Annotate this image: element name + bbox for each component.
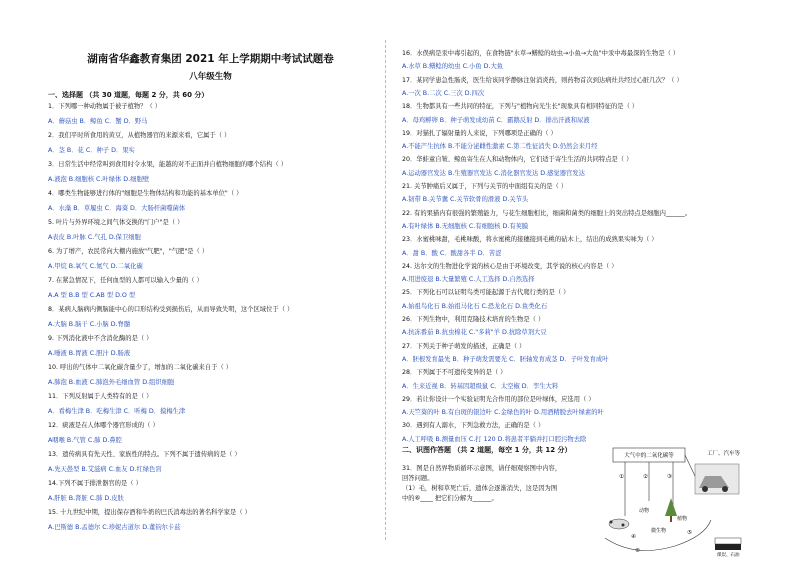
answer-options: A.甲烷 B.氧气 C.氮气 D.二氧化碳 <box>48 262 143 270</box>
question-text: 27．下列关于种子萌发的描述，正确是（ ） <box>402 342 526 350</box>
atmosphere-label: 大气中的二氧化碳等 <box>624 453 674 459</box>
fuel-layer-2 <box>715 544 741 550</box>
answer-options: A．甜 B．酸 C．酸甜各半 D．苦涩 <box>402 249 502 257</box>
label-circle-6: ⑥ <box>635 548 640 554</box>
question-text: 26．下列生物中，利用克隆技术培育的生物是（ ） <box>402 316 545 323</box>
question-text: 30．遇到有人溺水，下列急救方法，正确的是（ ） <box>402 422 545 430</box>
answer-options: A．茎 B．花 C．种子 D．果实 <box>48 146 135 154</box>
decomposer-label: 微生物 <box>651 528 667 534</box>
answer-options: A．水藻 B．草履虫 C．海葵 D．大肠杆菌噬菌体 <box>48 204 186 212</box>
answer-options: A.有叶绿体 B.无细胞核 C.有细胞核 D.有荚膜 <box>402 222 529 230</box>
question-text: 13．遗传病具有先天性、家族性的特点。下列不属于遗传病的是（ ） <box>48 451 241 458</box>
answer-options: A咽喉 B.气管 C.肺 D.鼻腔 <box>48 436 122 444</box>
question-text: 16．水俣病是汞中毒引起的，在食物链"水草→鳝鲶的幼虫→小鱼→大鱼"中汞中毒最深的生物是（ ） <box>402 50 680 57</box>
answer-options: A.韧带 B.关节囊 C.关节软骨的滑液 D.关节头 <box>402 196 529 204</box>
answer-options: A．蘑菇虫 B．鲸鱼 C．蟹 D．野马 <box>48 117 148 125</box>
question-text: 2．我们平时所食用的黄豆，从植物器官的来源来看，它属于（ ） <box>48 132 231 139</box>
question-text: 中的⑥____ 把它们分解为______。 <box>402 495 498 502</box>
question-text: 21. 关节肿痛后又属于，下列与关节的中面组有关的是（ ） <box>402 183 568 190</box>
answer-options: A.一次 B.二次 C.三次 D.四次 <box>402 89 485 97</box>
answer-options: A.唾液 B.胃液 C.胆汁 D.肠液 <box>48 349 131 357</box>
cow-icon <box>609 519 629 529</box>
answer-options: A.抗冻番茄 B.抗虫棉花 C."多莉"羊 D.抗除草剂大豆 <box>402 329 547 337</box>
answer-options: A．生来近视 B．转基因超级鼠 C．太空椒 D．孪生大料 <box>402 382 559 390</box>
answer-options: A.大脑 B.脑干 C.小脑 D.脊髓 <box>48 320 131 328</box>
question-text: 9. 下列消化液中不含消化酶的是（ ） <box>48 335 153 342</box>
answer-options: A.运动器官发达 B.生殖器官发达 C.消化器官发达 D.感觉器官发达 <box>402 169 585 177</box>
question-text: 5. 叶片与外界环境之间气体交换的"门户"是（ ） <box>48 219 184 226</box>
answer-options: A.肺泡 B.血液 C.肺泡外毛细血管 D.组织细胞 <box>48 378 175 386</box>
section2-heading: 二、识图作答题 （共 2 道题，每空 1 分，共 12 分） <box>402 446 572 454</box>
exam-title: 湖南省华鑫教育集团 2021 年上学期期中考试试题卷 <box>87 53 334 65</box>
question-text: 14.下列不属于排泄器官的是（ ） <box>48 480 142 487</box>
answer-options: A.肝脏 B.肾脏 C.肺 D.皮肤 <box>48 494 124 502</box>
answer-options: A.不能产生抗体 B.不能分泌雌性激素 C.第二性征消失 D.仍然会来月经 <box>402 143 598 151</box>
question-text: 4．哪类生物能够进行体的"细胞是生物体结构和功能的基本单位"（ ） <box>48 190 243 197</box>
material-cycle-diagram <box>595 446 745 558</box>
exam-subtitle: 八年级生物 <box>189 72 232 82</box>
question-text: 19．对猫扎了辐射量的人来说，下列哪项是正确的（ ） <box>402 129 557 137</box>
question-text: 18．生物都具有一些共同的特征，下列与"植物向光生长"现象具有相同特征的是（ ） <box>402 103 639 111</box>
question-text: 25．下列化石可以证明鸟类可能起源于古代爬行类的是（ ） <box>402 289 570 297</box>
label-circle-2: ② <box>643 474 648 480</box>
fuel-label: 煤炭、石油 <box>717 553 740 558</box>
question-text: 12．痰液是在人体哪个器官形成的（ ） <box>48 422 159 429</box>
answer-options: A.始祖鸟化石 B.始祖马化石 C.恐龙化石 D.鱼类化石 <box>402 302 548 310</box>
answer-options: A.巴斯德 B.孟德尔 C.珍妮古道尔 D.董钧尔卡兹 <box>48 523 181 531</box>
question-text: 24. 达尔文的生物进化学说的核心是由于环境改变，其学说的核心内容是（ ） <box>402 262 618 270</box>
question-text: 3．日常生活中经常叫到食用时令水果，能越的对不正面并自植物细胞的哪个结构（ ） <box>48 161 287 168</box>
label-circle-3: ③ <box>667 474 672 480</box>
question-text: 23．水蜜桃味甜，毛桃味酸，将水蜜桃的接穗接到毛桃的砧木上，结出的成熟果实味为（ ） <box>402 236 658 244</box>
label-circle-4: ④ <box>631 534 636 540</box>
question-text: 11．下列反射属于人类特有的是（ ） <box>48 393 153 400</box>
plants-label: 植物 <box>677 516 688 522</box>
question-text: 28．下列属于不可遗传变异的是（ ） <box>402 369 507 377</box>
tree-icon <box>665 498 677 516</box>
label-circle-5: ⑤ <box>687 530 692 536</box>
answer-options: A．看梅生津 B．吃梅生津 C．听梅 D．摸梅生津 <box>48 407 186 415</box>
column-divider <box>385 40 386 540</box>
answer-options: A.水草 B.鳝鲶的幼虫 C.小鱼 D.大鱼 <box>402 63 504 71</box>
question-text: 回答问题。 <box>402 475 434 482</box>
fuel-layer-1 <box>715 538 741 544</box>
question-text: 31．图是自然界物质循环示意图，请仔细观察图中内容， <box>402 465 562 472</box>
answer-options: A.液泡 B.细胞核 C.叶绿体 D.细胞壁 <box>48 175 150 183</box>
label-circle-1: ① <box>619 474 624 480</box>
question-text: 6. 为了增产，农民常向大棚内施放"气肥"，"气肥"是（ ） <box>48 248 209 255</box>
question-text: 1．下列哪一种动物属于被子植物？（ ） <box>48 103 162 110</box>
question-text: 20．华蛙童自皱、鲸鱼寄生在人和动物体内，它们适于寄生生活的共同特点是（ ） <box>402 156 633 164</box>
answer-options: A.A 型 B.B 型 C.AB 型 D.O 型 <box>48 291 136 299</box>
section1-heading: 一、选择题 （共 30 道题，每题 2 分，共 60 分） <box>48 91 209 99</box>
question-text: 17．某同学患急性肠炎，医生给该同学静脉注射消炎药，则药物首次到达病灶共经过心脏几次？（ ） <box>402 76 683 84</box>
answer-options: A.用进废退 B.大量繁殖 C.人工选择 D.自然选择 <box>402 276 535 284</box>
answer-options: A.人工呼吸 B.测量血压 C.打 120 D.将患者平躺并打口腔污物去除 <box>402 435 587 443</box>
question-text: 15. 十九世纪中期，提出保存酒和牛奶的巴氏消毒法的著名科学家是（ ） <box>48 509 251 516</box>
question-text: 8．某病人脑病内侧脑能中心的口形结构受到损伤后，从而导致失明，这个区域位于（ ） <box>48 306 294 313</box>
question-text: （1）毛，树和草死亡后，遗体会逐渐消失，这是因为图 <box>402 485 558 492</box>
answer-options: A．母鸡孵卵 B．种子萌发成幼苗 C．霸鹅反射 D．排出汗液和尿液 <box>402 116 590 124</box>
animals-label: 动物 <box>639 508 650 514</box>
answer-options: A．胚根发育最先 B．种子萌发需要光 C．胚轴发育成茎 D．子叶发育成叶 <box>402 355 609 363</box>
question-text: 29．若让你设计一个实验证明光合作用的部位是叶绿体，应选用（ ） <box>402 395 595 403</box>
factory-label: 工厂、汽车等 <box>707 451 741 457</box>
question-text: 7. 在紧急情况下，任何血型的人都可以输入少量的（ ） <box>48 277 203 284</box>
question-text: 22. 有的果猫内有很强的繁殖能力，与花生细胞相比，细菌和菌类的细胞上的突出特点是细胞内______。 <box>402 209 692 217</box>
answer-options: A.天竺葵的叶 B.有白斑的银边叶 C.金绿色的叶 D.用酒精脱去叶绿素的叶 <box>402 409 604 417</box>
answer-options: A表皮 B.叶脉 C.气孔 D.保卫细胞 <box>48 233 141 241</box>
answer-options: A.先天愚型 B.艾滋病 C.血友 D.红绿色盲 <box>48 465 162 473</box>
question-text: 10. 呼出的气体中二氧化碳含量少了，增加的二氧化碳来自于（ ） <box>48 364 233 371</box>
